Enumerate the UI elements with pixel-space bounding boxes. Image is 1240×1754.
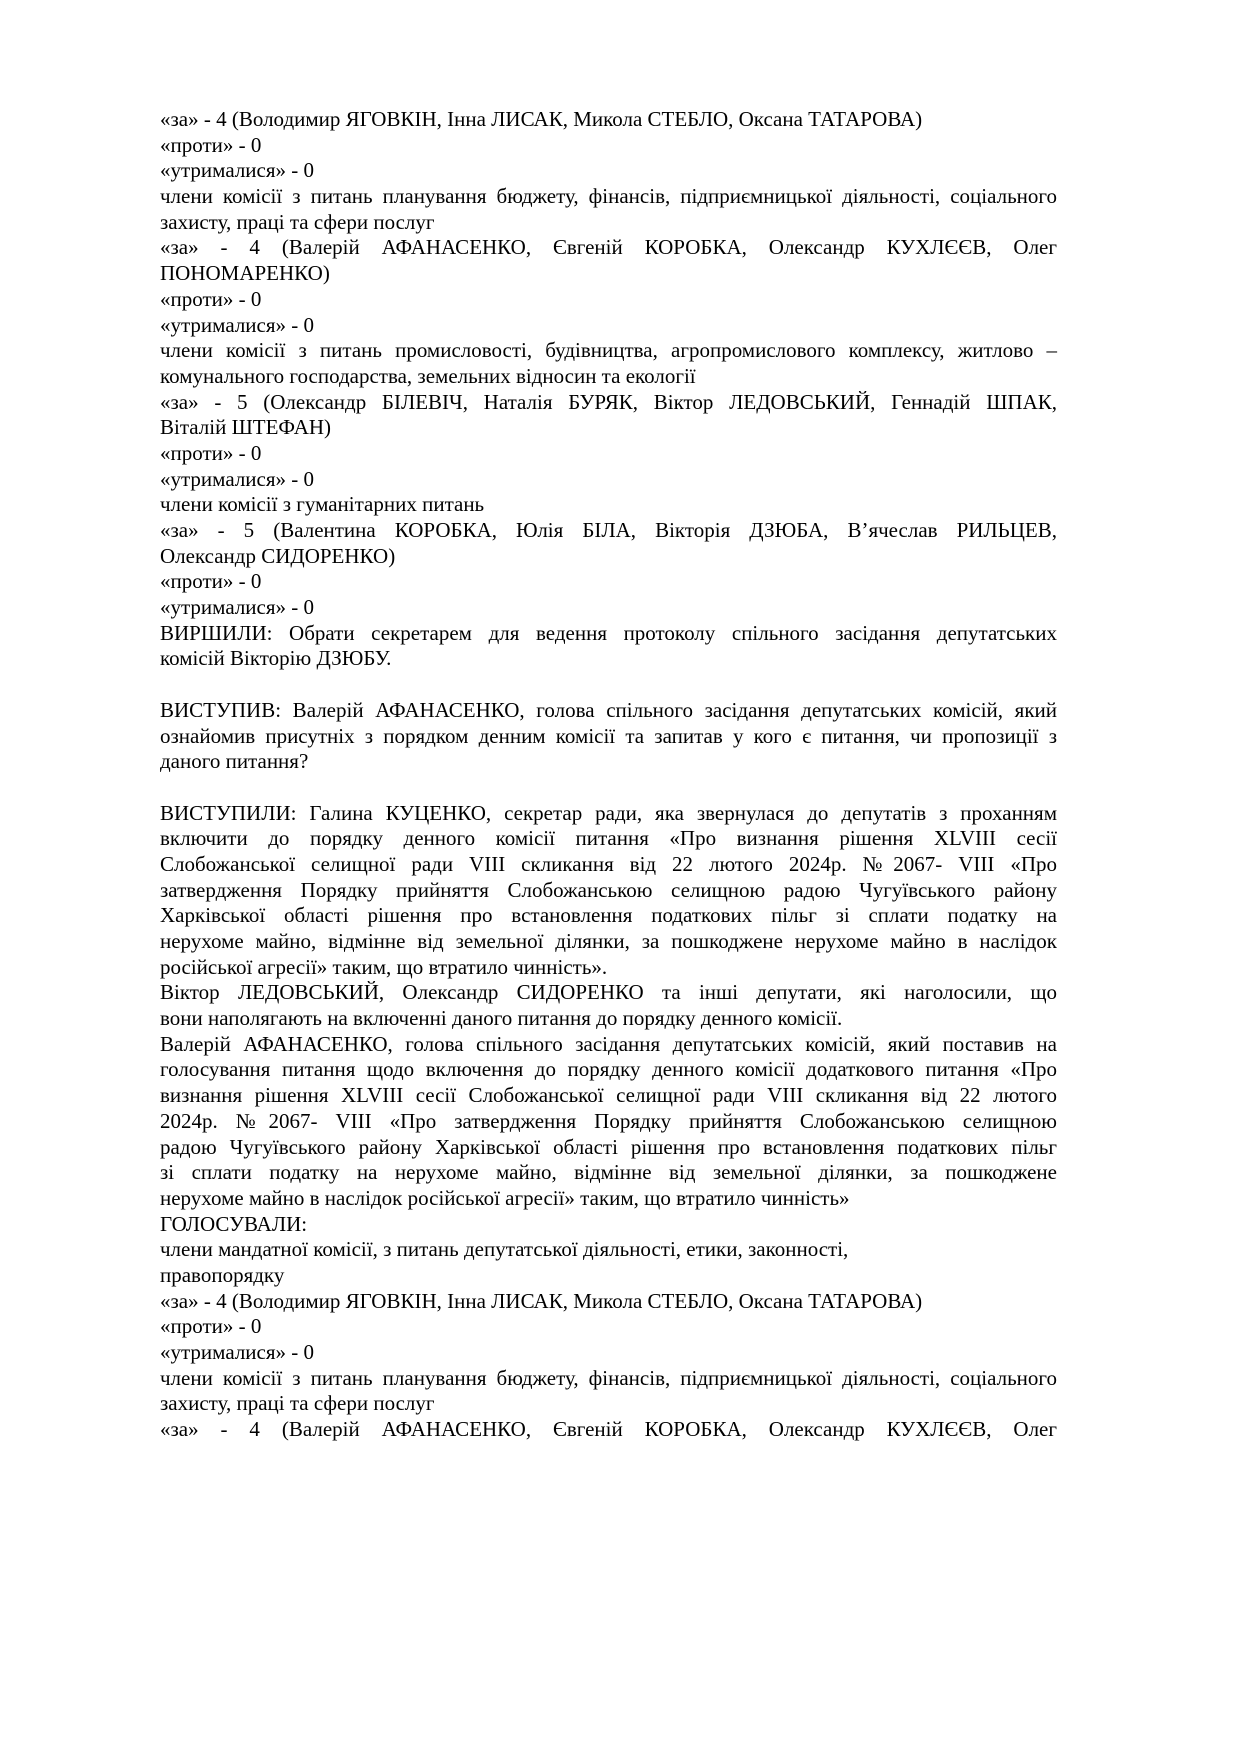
text-line: «проти» - 0 xyxy=(160,132,262,157)
blank-line xyxy=(160,775,1057,801)
text-line: російської агресії» таким, що втратило чинність». xyxy=(160,954,608,979)
text-line: Валерій АФАНАСЕНКО, голова спільного засідання депутатських комісій, який поставив на xyxy=(160,1031,1057,1056)
text-line: 2024р. №2067- VIII «Про затвердження Порядку прийняття Слобожанською селищною xyxy=(160,1108,1057,1133)
text-line: «утрималися» - 0 xyxy=(160,158,315,183)
text-line: члени комісії з гуманітарних питань xyxy=(160,492,485,517)
text-line: Віталій ШТЕФАН) xyxy=(160,415,332,440)
text-line: вони наполягають на включенні даного питання до порядку денного комісії. xyxy=(160,1006,843,1031)
text-line: голосування питання щодо включення до порядку денного комісії додаткового питання «Про xyxy=(160,1057,1057,1082)
text-line: ГОЛОСУВАЛИ: xyxy=(160,1211,308,1236)
text-line: «за» - 4 (Валерій АФАНАСЕНКО, Євгеній КОРОБКА, Олександр КУХЛЄЄВ, Олег xyxy=(160,1417,1057,1442)
text-line: Харківської області рішення про встановлення податкових пільг зі сплати податку на xyxy=(160,903,1057,928)
text-line: комунального господарства, земельних відносин та екології xyxy=(160,363,696,388)
text-line: зі сплати податку на нерухоме майно, відмінне від земельної ділянки, за пошкоджене xyxy=(160,1160,1057,1185)
text-line: комісій Вікторію ДЗЮБУ. xyxy=(160,646,392,671)
text-line: «за» - 4 (Володимир ЯГОВКІН, Інна ЛИСАК, Микола СТЕБЛО, Оксана ТАТАРОВА) xyxy=(160,107,923,131)
text-line: ознайомив присутніх з порядком денним комісії та запитав у кого є питання, чи пропозиції з xyxy=(160,723,1057,748)
text-line: ВИСТУПИЛИ: Галина КУЦЕНКО, секретар ради, яка звернулася до депутатів з проханням xyxy=(160,800,1057,825)
text-line: «утрималися» - 0 xyxy=(160,312,315,337)
text-line: визнання рішення XLVIII сесії Слобожанської селищної ради VIII скликання від 22 лютого xyxy=(160,1083,1057,1108)
text-line: нерухоме майно в наслідок російської агресії» таким, що втратило чинність» xyxy=(160,1185,850,1210)
text-line: захисту, праці та сфери послуг xyxy=(160,209,435,234)
text-line: «за» - 5 (Валентина КОРОБКА, Юлія БІЛА, Вікторія ДЗЮБА, В’ячеслав РИЛЬЦЕВ, xyxy=(160,518,1057,542)
text-line: члени мандатної комісії, з питань депутатської діяльності, етики, законності, xyxy=(160,1237,849,1262)
text-line: радою Чугуївського району Харківської області рішення про встановлення податкових пільг xyxy=(160,1134,1057,1159)
text-line: «утрималися» - 0 xyxy=(160,466,315,491)
text-line: члени комісії з питань планування бюджету, фінансів, підприємницької діяльності, соціального xyxy=(160,184,1057,209)
text-line: «проти» - 0 xyxy=(160,1314,262,1339)
text-line: захисту, праці та сфери послуг xyxy=(160,1391,435,1416)
text-line: Слобожанської селищної ради VIII скликання від 22 лютого 2024р. №2067- VIII «Про xyxy=(160,851,1057,876)
text-line: затвердження Порядку прийняття Слобожанською селищною радою Чугуївського району xyxy=(160,877,1057,902)
text-line: Олександр СИДОРЕНКО) xyxy=(160,543,396,568)
text-line: «за» - 4 (Валерій АФАНАСЕНКО, Євгеній КОРОБКА, Олександр КУХЛЄЄВ, Олег xyxy=(160,235,1057,260)
text-line: нерухоме майно, відмінне від земельної ділянки, за пошкоджене нерухоме майно в наслідок xyxy=(160,929,1057,953)
text-line: «проти» - 0 xyxy=(160,286,262,311)
text-line: «проти» - 0 xyxy=(160,569,262,594)
text-line: включити до порядку денного комісії питання «Про визнання рішення XLVIII сесії xyxy=(160,826,1057,851)
document-page xyxy=(160,107,1057,1443)
text-line: «проти» - 0 xyxy=(160,440,262,465)
text-line: члени комісії з питань планування бюджету, фінансів, підприємницької діяльності, соціального xyxy=(160,1365,1057,1390)
text-line: ВИРШИЛИ: Обрати секретарем для ведення протоколу спільного засідання депутатських xyxy=(160,620,1057,645)
text-line: члени комісії з питань промисловості, будівництва, агропромислового комплексу, житлово – xyxy=(160,338,1057,363)
text-line: ПОНОМАРЕНКО) xyxy=(160,261,330,286)
text-line: даного питання? xyxy=(160,749,309,774)
blank-line xyxy=(160,672,1057,698)
text-line: «утрималися» - 0 xyxy=(160,1340,315,1364)
text-line: правопорядку xyxy=(160,1262,285,1287)
text-line: Віктор ЛЕДОВСЬКИЙ, Олександр СИДОРЕНКО та інші депутати, які наголосили, що xyxy=(160,980,1057,1005)
text-line: «утрималися» - 0 xyxy=(160,595,315,620)
text-line: ВИСТУПИВ: Валерій АФАНАСЕНКО, голова спільного засідання депутатських комісій, який xyxy=(160,697,1057,722)
text-line: «за» - 4 (Володимир ЯГОВКІН, Інна ЛИСАК, Микола СТЕБЛО, Оксана ТАТАРОВА) xyxy=(160,1288,923,1313)
text-line: «за» - 5 (Олександр БІЛЕВІЧ, Наталія БУРЯК, Віктор ЛЕДОВСЬКИЙ, Геннадій ШПАК, xyxy=(160,389,1057,414)
